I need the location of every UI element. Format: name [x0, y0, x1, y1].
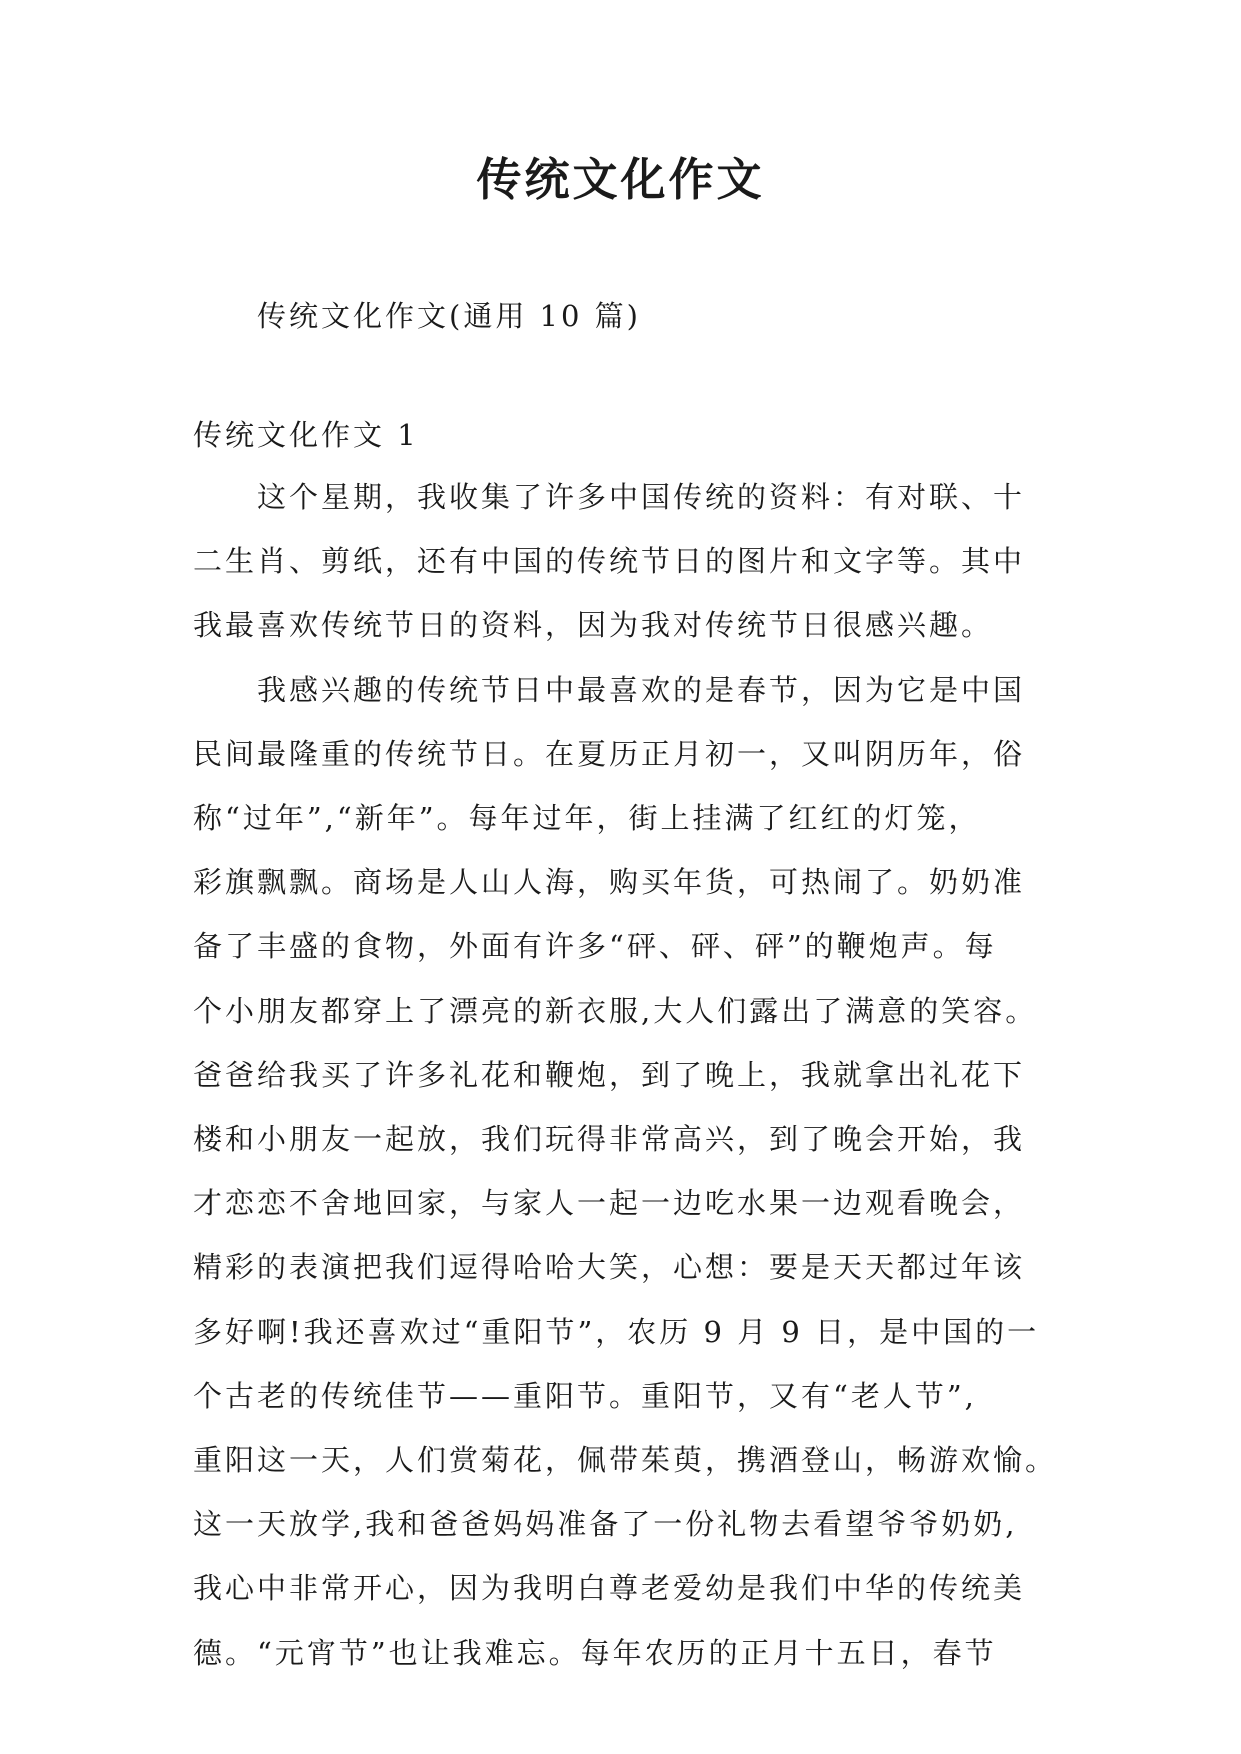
text-line: 才恋恋不舍地回家，与家人一起一边吃水果一边观看晚会，: [193, 1186, 1026, 1221]
text-line: 民间最隆重的传统节日。在夏历正月初一，又叫阴历年，俗: [193, 736, 1026, 771]
text-line: 重阳这一天，人们赏菊花，佩带茱萸，携酒登山，畅游欢愉。: [193, 1443, 1058, 1478]
paragraph-2: [193, 658, 1058, 1685]
text-line: 称“过年”,“新年”。每年过年，街上挂满了红红的灯笼，: [193, 801, 981, 836]
text-line: 我心中非常开心，因为我明白尊老爱幼是我们中华的传统美: [193, 1571, 1026, 1606]
essay-body: [193, 465, 1058, 1685]
text-line: 备了丰盛的食物，外面有许多“砰、砰、砰”的鞭炮声。每: [193, 929, 997, 964]
text-line: 彩旗飘飘。商场是人山人海，购买年货，可热闹了。奶奶准: [193, 865, 1026, 900]
text-line: 个小朋友都穿上了漂亮的新衣服,大人们露出了满意的笑容。: [193, 993, 1038, 1028]
text-line: 个古老的传统佳节——重阳节。重阳节，又有“老人节”,: [193, 1378, 977, 1413]
text-line: 楼和小朋友一起放，我们玩得非常高兴，到了晚会开始，我: [193, 1122, 1026, 1157]
paragraph-1: [193, 465, 1055, 658]
document-subtitle: 传统文化作文(通用 10 篇): [257, 299, 641, 333]
text-line: 我最喜欢传统节日的资料，因为我对传统节日很感兴趣。: [193, 608, 994, 643]
text-line: 这个星期，我收集了许多中国传统的资料：有对联、十: [257, 480, 1026, 514]
text-line: 精彩的表演把我们逗得哈哈大笑，心想：要是天天都过年该: [193, 1250, 1026, 1285]
text-line: 德。“元宵节”也让我难忘。每年农历的正月十五日，春节: [193, 1635, 997, 1670]
text-line: 爸爸给我买了许多礼花和鞭炮，到了晚上，我就拿出礼花下: [193, 1057, 1026, 1092]
text-line: 我感兴趣的传统节日中最喜欢的是春节，因为它是中国: [257, 672, 1026, 707]
text-line: 这一天放学,我和爸爸妈妈准备了一份礼物去看望爷爷奶奶,: [193, 1507, 1018, 1542]
text-line: 多好啊!我还喜欢过“重阳节”，农历 9 月 9 日，是中国的一: [193, 1314, 1040, 1349]
document-title: 传统文化作文: [476, 153, 765, 206]
section-heading: 传统文化作文 1: [193, 418, 419, 452]
text-line: 二生肖、剪纸，还有中国的传统节日的图片和文字等。其中: [193, 544, 1026, 579]
